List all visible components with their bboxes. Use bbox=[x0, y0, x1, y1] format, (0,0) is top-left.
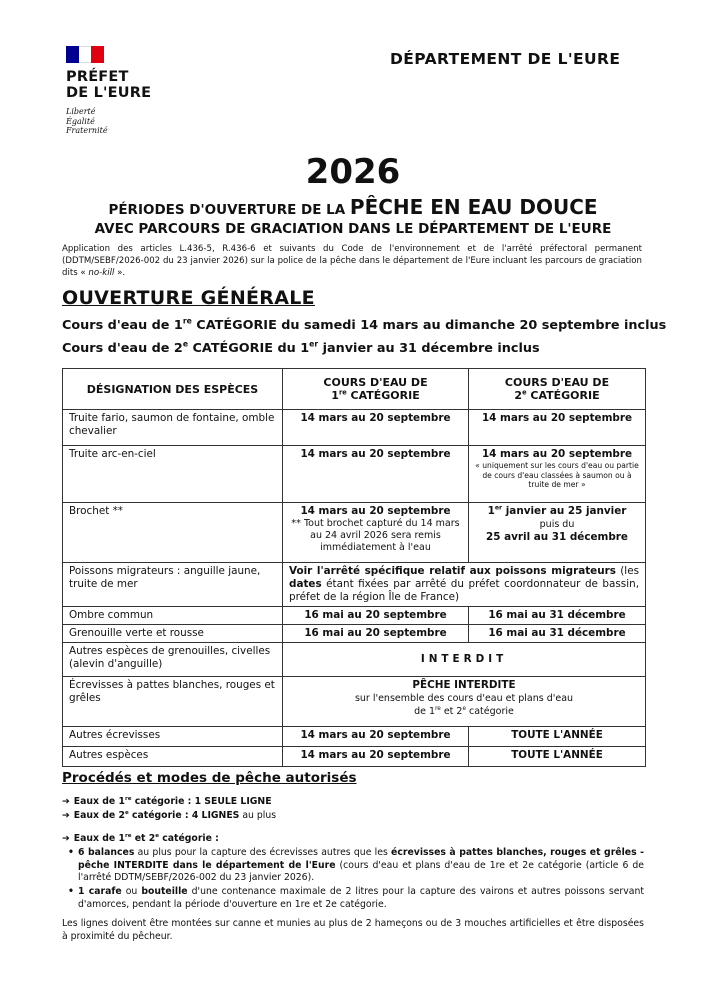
b2-a: 1 carafe bbox=[78, 886, 122, 897]
r8-l2-sup1: re bbox=[435, 705, 441, 712]
arrow-icon: ➔ bbox=[62, 833, 70, 844]
r3-c2-b: janvier au 25 janvier bbox=[502, 505, 627, 517]
l2-sup: e bbox=[124, 809, 129, 816]
b1-c: écrevisses à pattes blanches, rouges et grêles - pêche INTERDITE dans le département de l'Eure bbox=[78, 847, 644, 871]
prefet-title bbox=[66, 69, 156, 101]
h1-b: 1 bbox=[331, 389, 339, 402]
h2-a: COURS D'EAU DE bbox=[504, 376, 610, 389]
species-cell: Truite arc-en-ciel bbox=[63, 446, 283, 503]
b1-a: 6 balances bbox=[78, 847, 135, 858]
cat1-cell: 16 mai au 20 septembre bbox=[283, 625, 469, 643]
arrow-icon: ➔ bbox=[62, 810, 70, 821]
peche-interdite-cell bbox=[283, 677, 646, 727]
table-row bbox=[63, 625, 646, 643]
cat1-cell: 16 mai au 20 septembre bbox=[283, 607, 469, 625]
no-kill-term: no-kill bbox=[88, 268, 115, 278]
c1-a: Cours d'eau de 1 bbox=[62, 318, 183, 333]
l1-a: Eaux de 1 bbox=[73, 796, 125, 807]
r8-title: PÊCHE INTERDITE bbox=[412, 679, 516, 691]
cat1-cell: 14 mars au 20 septembre bbox=[283, 747, 469, 767]
l2-a: Eaux de 2 bbox=[73, 810, 125, 821]
header-cat1 bbox=[283, 369, 469, 410]
header-cat2 bbox=[469, 369, 646, 410]
species-cell: Écrevisses à pattes blanches, rouges et grêles bbox=[63, 677, 283, 727]
prefet-line2: DE L'EURE bbox=[66, 85, 152, 101]
r4-b: (les bbox=[615, 565, 639, 577]
c2-c: janvier au 31 décembre inclus bbox=[318, 341, 540, 356]
l3-b: et 2 bbox=[131, 833, 156, 844]
l3-a: Eaux de 1 bbox=[73, 833, 125, 844]
cat1-cell: 14 mars au 20 septembre bbox=[283, 410, 469, 446]
species-cell: Autres écrevisses bbox=[63, 727, 283, 747]
final-note: Les lignes doivent être montées sur canne et munies au plus de 2 hameçons ou de 3 mouches artificielles et être disposées à proximité du pêcheur. bbox=[62, 918, 644, 942]
main-title bbox=[0, 195, 706, 219]
species-cell: Grenouille verte et rousse bbox=[63, 625, 283, 643]
arrow-icon: ➔ bbox=[62, 796, 70, 807]
cat2-cell: 16 mai au 31 décembre bbox=[469, 607, 646, 625]
cat2-cell: TOUTE L'ANNÉE bbox=[469, 727, 646, 747]
species-cell: Poissons migrateurs : anguille jaune, truite de mer bbox=[63, 563, 283, 607]
flag-red bbox=[91, 46, 104, 63]
r2-c2-note: « uniquement sur les cours d'eau ou partie de cours d'eau classées à saumon ou à truite de mer » bbox=[475, 461, 639, 489]
motto-egalite: Égalité bbox=[66, 116, 95, 126]
l2-b: catégorie : 4 LIGNES bbox=[128, 810, 240, 821]
c2-sup: e bbox=[182, 339, 189, 349]
b1-d: (cours d'eau et plans d'eau de 1re et 2e catégorie (article 6 de l'arrêté DDTM/SEBF/2026-002 du 23 janvier 2026). bbox=[78, 859, 644, 883]
cat1-cell bbox=[283, 503, 469, 563]
table-row bbox=[63, 727, 646, 747]
category2-period bbox=[62, 341, 540, 356]
department-name: DÉPARTEMENT DE L'EURE bbox=[390, 50, 621, 68]
r8-l2-c: catégorie bbox=[465, 706, 514, 717]
interdit-cell: INTERDIT bbox=[283, 643, 646, 677]
prefet-line1: PRÉFET bbox=[66, 69, 129, 85]
c2-sup2: er bbox=[309, 339, 319, 349]
table-row bbox=[63, 503, 646, 563]
line-cat12 bbox=[62, 833, 219, 844]
h2-c: CATÉGORIE bbox=[526, 389, 600, 402]
r4-c: dates bbox=[289, 578, 322, 590]
application-text bbox=[62, 243, 642, 279]
year-title: 2026 bbox=[305, 152, 401, 192]
procedes-heading: Procédés et modes de pêche autorisés bbox=[62, 770, 357, 786]
application-part-a: Application des articles L.436-5, R.436-6 et suivants du Code de l'environnement et de l'arrêté préfectoral permanent (DDTM/SEBF/2026-002 du 23 janvier 2026) sur la police de la pêche dans le département de l'Eure incluant les parcours de graciation dits « bbox=[62, 244, 642, 278]
l3-sup2: e bbox=[155, 832, 159, 839]
r8-line2 bbox=[289, 705, 639, 718]
periods-table bbox=[62, 368, 646, 767]
cat1-cell: 14 mars au 20 septembre bbox=[283, 446, 469, 503]
r3-c1-date: 14 mars au 20 septembre bbox=[300, 505, 451, 517]
r3-c1-note: ** Tout brochet capturé du 14 mars au 24 avril 2026 sera remis immédiatement à l'eau bbox=[291, 518, 460, 553]
r3-c2-mid: puis du bbox=[539, 519, 575, 530]
cat1-cell: 14 mars au 20 septembre bbox=[283, 727, 469, 747]
h2-sup: e bbox=[522, 388, 527, 397]
french-flag-icon bbox=[66, 46, 104, 63]
l2-c: au plus bbox=[239, 810, 277, 821]
b2-d: d'une contenance maximale de 2 litres pour la capture des vairons et autres poissons servant d'amorces, pendant la période d'ouverture en 1re et 2e catégorie. bbox=[78, 886, 644, 910]
flag-white bbox=[79, 46, 92, 63]
application-part-b: ». bbox=[114, 268, 126, 278]
cat2-cell: TOUTE L'ANNÉE bbox=[469, 747, 646, 767]
ouverture-heading: OUVERTURE GÉNÉRALE bbox=[62, 287, 315, 309]
subtitle: AVEC PARCOURS DE GRACIATION DANS LE DÉPARTEMENT DE L'EURE bbox=[94, 221, 612, 237]
r4-a: Voir l'arrêté spécifique relatif aux poissons migrateurs bbox=[289, 565, 616, 577]
b2-c: bouteille bbox=[141, 886, 188, 897]
table-row bbox=[63, 410, 646, 446]
r3-c2-sup: er bbox=[494, 504, 503, 512]
motto-fraternite: Fraternité bbox=[66, 126, 108, 135]
flag-blue bbox=[66, 46, 79, 63]
prefecture-logo bbox=[66, 46, 156, 136]
c2-b: CATÉGORIE du 1 bbox=[188, 341, 310, 356]
table-row bbox=[63, 677, 646, 727]
l1-b: catégorie : 1 SEULE LIGNE bbox=[131, 796, 272, 807]
r8-line1: sur l'ensemble des cours d'eau et plans d'eau bbox=[354, 693, 574, 704]
table-row bbox=[63, 607, 646, 625]
bullet-balances bbox=[78, 847, 644, 885]
species-cell: Brochet ** bbox=[63, 503, 283, 563]
table-row bbox=[63, 446, 646, 503]
h1-c: CATÉGORIE bbox=[346, 389, 420, 402]
r8-l2-sup2: e bbox=[462, 705, 466, 712]
r4-d: étant fixées par arrêté du préfet coordonnateur de bassin, préfet de la région Île de France) bbox=[289, 578, 639, 603]
table-header-row bbox=[63, 369, 646, 410]
r3-c2-c: 25 avril au 31 décembre bbox=[486, 531, 628, 543]
species-cell: Ombre commun bbox=[63, 607, 283, 625]
cat2-cell bbox=[469, 503, 646, 563]
motto-liberte: Liberté bbox=[66, 107, 96, 116]
header-species: DÉSIGNATION DES ESPÈCES bbox=[63, 369, 283, 410]
table-row bbox=[63, 643, 646, 677]
title-part-a: PÉRIODES D'OUVERTURE DE LA bbox=[108, 202, 350, 218]
r8-l2-a: de 1 bbox=[414, 706, 436, 717]
table-row bbox=[63, 747, 646, 767]
h2-b: 2 bbox=[514, 389, 523, 402]
line-cat1 bbox=[62, 796, 272, 807]
r8-l2-b: et 2 bbox=[440, 706, 463, 717]
b1-b: au plus pour la capture des écrevisses autres que les bbox=[134, 847, 392, 858]
table-row bbox=[63, 563, 646, 607]
c1-sup: re bbox=[182, 316, 192, 326]
h1-sup: re bbox=[338, 388, 347, 397]
migrateurs-cell bbox=[283, 563, 646, 607]
c2-a: Cours d'eau de 2 bbox=[62, 341, 183, 356]
category1-period bbox=[62, 318, 666, 333]
species-cell: Autres espèces de grenouilles, civelles (alevin d'anguille) bbox=[63, 643, 283, 677]
line-cat2 bbox=[62, 810, 276, 821]
r3-c2-a: 1 bbox=[487, 505, 495, 517]
l1-sup: re bbox=[124, 795, 132, 802]
l3-sup: re bbox=[124, 832, 132, 839]
l3-c: catégorie : bbox=[159, 833, 219, 844]
cat2-cell: 14 mars au 20 septembre bbox=[469, 410, 646, 446]
bullet-carafe bbox=[78, 886, 644, 911]
cat2-cell: 16 mai au 31 décembre bbox=[469, 625, 646, 643]
republic-motto bbox=[66, 107, 156, 136]
cat2-cell bbox=[469, 446, 646, 503]
species-cell: Truite fario, saumon de fontaine, omble chevalier bbox=[63, 410, 283, 446]
b2-b: ou bbox=[121, 886, 142, 897]
title-part-b: PÊCHE EN EAU DOUCE bbox=[349, 195, 598, 219]
c1-b: CATÉGORIE du samedi 14 mars au dimanche 20 septembre inclus bbox=[191, 318, 667, 333]
species-cell: Autres espèces bbox=[63, 747, 283, 767]
r2-c2-date: 14 mars au 20 septembre bbox=[481, 448, 633, 460]
h1-a: COURS D'EAU DE bbox=[323, 376, 428, 389]
